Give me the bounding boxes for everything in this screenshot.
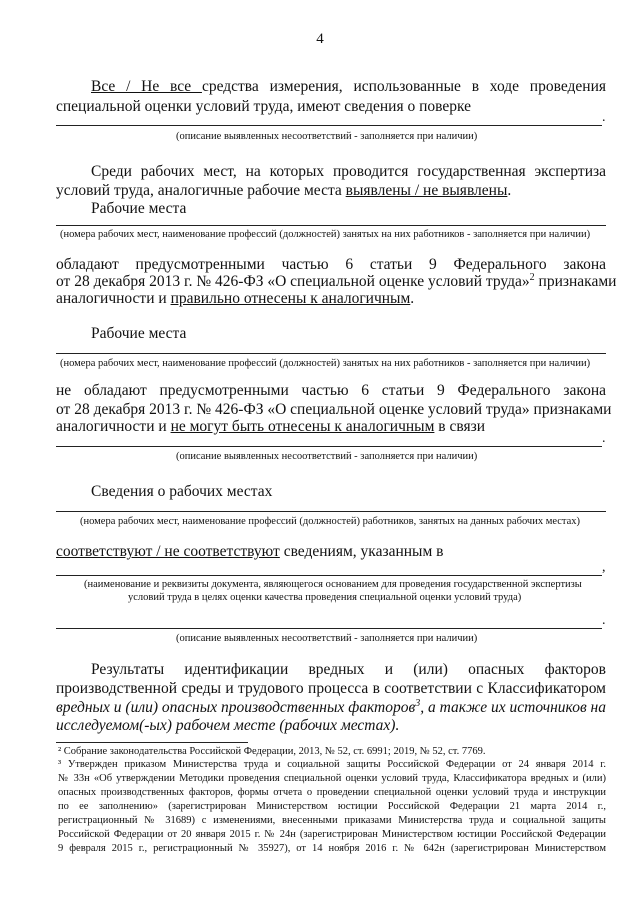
document-page: 4 Все / Не все средства измерения, использованные в ходе проведения специальной оценки условий труда, имеют сведения о поверке . (описание выявленных несоответствий - заполняется при наличии) Среди рабочих мест, на которых проводится государственная экспертиза условий труда, аналогичные рабочие места выявлены / не выявлены. Рабочие места (номера рабочих мест, наименование профессий (должностей) занятых на них работников - заполняется при наличии) обладают предусмотренными частью 6 статьи 9 Федерального закона от 28 декабря 2013 г. № 426-ФЗ «О специальной оценке условий труда»$^2$ признаками аналогичности и правильно отнесены к аналогичным. Рабочие места (номера рабочих мест, наименование профессий (должностей) занятых на них работников - заполняется при наличии) не обладают предусмотренными частью 6 статьи 9 Федерального закона от 28 декабря 2013 г. № 426-ФЗ «О специальной оценке условий труда» признаками аналогичности и не могут быть отнесены к аналогичным в связи . (описание выявленных несоответствий - заполняется при наличии) Сведения о рабочих местах (номера рабочих мест, наименование профессий (должностей) работников, занятых на данных рабочих местах) соответствуют / не соответствуют сведениям, указанным в , (наименование и реквизиты документа, являющегося основанием для проведения государственной экспертизы условий труда в целях оценки качества проведения специальной оценки условий труда) . (описание выявленных несоответствий - заполняется при наличии) Результаты идентификации вредных и (или) опасных факторов производственной среды и трудового процесса в соответствии с Классификатором вредных и (или) опасных производственных факторов$^3$, а также их источников на исследуемом(-ых) рабочем месте (рабочих местах). ² Собрание законодательства Российской Федерации, 2013, № 52, ст. 6991; 2019, № 52, ст. 7769. ³ Утвержден приказом Министерства труда и социальной защиты Российской Федерации от 24 января 2014 г. № 33н «Об утверждении Методики проведения специальной оценки условий труда, Классификатора вредных и (или) опасных производственных факторов, формы отчета о проведении специальной оценки условий труда и инструкции по ее заполнению» (зарегистрирован Министерством юстиции Российской Федерации 21 марта 2014 г., регистрационный № 31689) с изменениями, внесенными приказами Министерства труда и социальной защиты Российской Федерации от 20 января 2015 г. № 24н (зарегистрирован Министерством юстиции Российской Федерации 9 февраля 2015 г., регистрационный № 35927), от 14 ноября 2016 г. № 642н (зарегистрирован Министерством — [0, 0, 640, 905]
p2-line2: условий труда, аналогичные рабочие места выявлены / не выявлены. — [56, 182, 512, 199]
caption-workplaces: (номера рабочих мест, наименование профессий (должностей) занятых на них работников - заполняется при наличии) — [60, 229, 591, 240]
caption-mismatch: (описание выявленных несоответствий - заполняется при наличии) — [176, 633, 478, 644]
p7-line1: соответствуют / не соответствуют сведениям, указанным в — [56, 543, 444, 560]
p8-line2: производственной среды и трудового процесса в соответствии с Классификатором — [56, 680, 606, 697]
p1-line1: Все / Не все средства измерения, использованные в ходе проведения — [91, 78, 606, 95]
footnote-3-line1: ³ Утвержден приказом Министерства труда и социальной защиты Российской Федерации от 24 января 2014 г. — [58, 759, 606, 770]
footnote-3-line6: Российской Федерации от 20 января 2015 г. № 24н (зарегистрирован Министерством юстиции Российской Федерации — [58, 829, 606, 840]
footnote-ref-3: 3 — [415, 697, 421, 709]
p5-line2: от 28 декабря 2013 г. № 426-ФЗ «О специальной оценке условий труда» признаками — [56, 401, 612, 418]
cannot-be-assigned-option: не могут быть отнесены к аналогичным — [170, 418, 435, 435]
caption-workplaces: (номера рабочих мест, наименование профессий (должностей) занятых на них работников - заполняется при наличии) — [60, 358, 591, 369]
footnote-3-line7: 9 февраля 2015 г., регистрационный № 35927), от 14 ноября 2016 г. № 642н (зарегистрирован Министерством — [58, 843, 606, 854]
p2-line3: Рабочие места — [91, 200, 187, 217]
page-number: 4 — [316, 31, 324, 47]
fill-line — [56, 446, 602, 447]
fill-line — [56, 575, 602, 576]
fill-line — [56, 125, 602, 126]
caption-document-l1: (наименование и реквизиты документа, являющегося основанием для проведения государственной экспертизы — [84, 579, 582, 590]
corresponds-option: соответствуют / не соответствуют — [56, 543, 280, 560]
footnote-separator — [56, 742, 248, 743]
p3-line1: обладают предусмотренными частью 6 статьи 9 Федерального закона — [56, 256, 606, 273]
p3-line2: от 28 декабря 2013 г. № 426-ФЗ «О специальной оценке условий труда»$^2$ признаками — [56, 271, 617, 290]
footnote-2: ² Собрание законодательства Российской Федерации, 2013, № 52, ст. 6991; 2019, № 52, ст. 7769. — [58, 746, 486, 757]
footnote-3-line5: регистрационный № 31689) с изменениями, внесенными приказами Министерства труда и социальной защиты — [58, 815, 606, 826]
footnote-3-line3: опасных производственных факторов, формы отчета о проведении специальной оценки условий труда и инструкции — [58, 787, 606, 798]
footnote-ref-2: 2 — [529, 271, 535, 283]
p8-line1: Результаты идентификации вредных и (или) опасных факторов — [91, 661, 606, 678]
all-or-not-all-option: Все / Не все — [91, 78, 202, 95]
caption-mismatch: (описание выявленных несоответствий - заполняется при наличии) — [176, 131, 478, 142]
p8-line4: исследуемом(-ых) рабочем месте (рабочих местах). — [56, 717, 400, 734]
footnote-3-line4: по ее заполнению» (зарегистрирован Министерством юстиции Российской Федерации 21 марта 2014 г., — [58, 801, 606, 812]
p5-line3: аналогичности и не могут быть отнесены к аналогичным в связи — [56, 418, 486, 435]
p5-line1: не обладают предусмотренными частью 6 статьи 9 Федерального закона — [56, 382, 606, 399]
p6-line1: Сведения о рабочих местах — [91, 483, 273, 500]
identified-option: выявлены / не выявлены — [345, 182, 508, 199]
caption-workplaces-2: (номера рабочих мест, наименование профессий (должностей) работников, занятых на данных рабочих местах) — [80, 516, 581, 527]
p1-line2: специальной оценки условий труда, имеют сведения о поверке — [56, 98, 471, 115]
footnote-3-line2: № 33н «Об утверждении Методики проведения специальной оценки условий труда, Классификатора вредных и (или) — [58, 773, 606, 784]
p8-line3: вредных и (или) опасных производственных факторов$^3$, а также их источников на — [56, 697, 606, 716]
fill-line — [56, 511, 606, 512]
p2-line1: Среди рабочих мест, на которых проводится государственная экспертиза — [91, 163, 606, 180]
caption-mismatch: (описание выявленных несоответствий - заполняется при наличии) — [176, 451, 478, 462]
fill-line — [56, 628, 602, 629]
p3-line3: аналогичности и правильно отнесены к аналогичным. — [56, 290, 415, 307]
p4-line1: Рабочие места — [91, 325, 187, 342]
caption-document-l2: условий труда в целях оценки качества проведения специальной оценки условий труда) — [128, 592, 522, 603]
correctly-assigned-option: правильно отнесены к аналогичным — [170, 290, 411, 307]
fill-line — [56, 353, 606, 354]
fill-line — [56, 225, 606, 226]
